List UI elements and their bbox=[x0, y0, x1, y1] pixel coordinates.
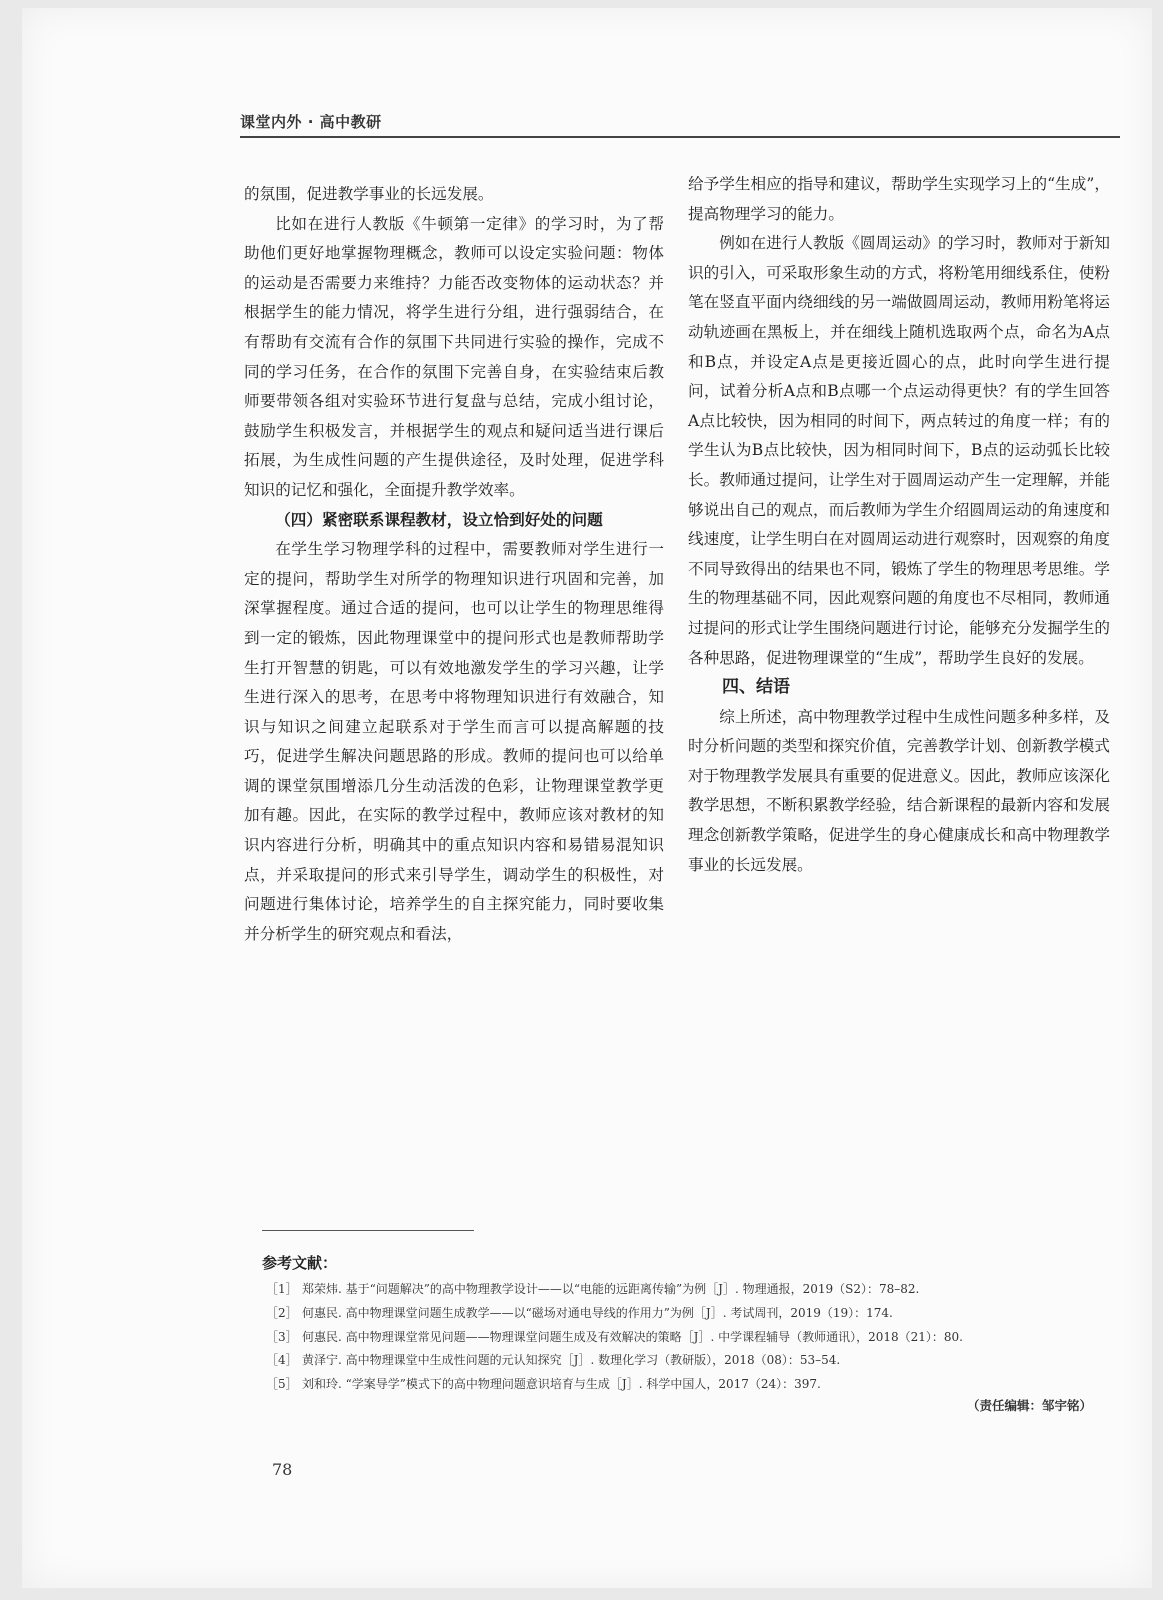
reference-item bbox=[266, 1302, 1126, 1326]
section-heading: 四、结语 bbox=[722, 677, 790, 698]
reference-number: ［2］ bbox=[266, 1305, 298, 1320]
paragraph: 给予学生相应的指导和建议，帮助学生实现学习上的“生成”，提高物理学习的能力。 bbox=[688, 175, 1110, 223]
journal-title: 课堂内外 · 高中教研 bbox=[240, 113, 382, 131]
reference-number: ［3］ bbox=[266, 1329, 298, 1344]
left-column bbox=[244, 180, 664, 949]
paragraph: 比如在进行人教版《牛顿第一定律》的学习时，为了帮助他们更好地掌握物理概念，教师可以设定实验问题：物体的运动是否需要力来维持？力能否改变物体的运动状态？并根据学生的能力情况，将学生进行分组，进行强弱结合，在有帮助有交流有合作的氛围下共同进行实验的操作，完成不同的学习任务，在合作的氛围下完善自身，在实验结束后教师要带领各组对实验环节进行复盘与总结，完成小组讨论，鼓励学生积极发言，并根据学生的观点和疑问适当进行课后拓展，为生成性问题的产生提供途径，及时处理，促进学科知识的记忆和强化，全面提升教学效率。 bbox=[244, 214, 664, 499]
paragraph: 综上所述，高中物理教学过程中生成性问题多种多样，及时分析问题的类型和探究价值，完善教学计划、创新教学模式对于物理教学发展具有重要的促进意义。因此，教师应该深化教学思想，不断积累教学经验，结合新课程的最新内容和发展理念创新教学策略，促进学生的身心健康成长和高中物理教学事业的长远发展。 bbox=[688, 707, 1110, 874]
reference-text: 刘和玲. “学案导学”模式下的高中物理问题意识培育与生成［J］. 科学中国人，2017（24）：397. bbox=[302, 1377, 821, 1392]
page-number: 78 bbox=[272, 1460, 293, 1479]
reference-text: 黄泽宁. 高中物理课堂中生成性问题的元认知探究［J］. 数理化学习（教研版），2018（08）：53–54. bbox=[302, 1353, 841, 1368]
responsible-editor: （责任编辑：邹宇铭） bbox=[966, 1398, 1092, 1413]
references-list bbox=[266, 1278, 1126, 1397]
reference-item bbox=[266, 1278, 1126, 1302]
references-divider bbox=[262, 1230, 474, 1231]
paragraph: 例如在进行人教版《圆周运动》的学习时，教师对于新知识的引入，可采取形象生动的方式，将粉笔用细线系住，使粉笔在竖直平面内绕细线的另一端做圆周运动，教师用粉笔将运动轨迹画在黑板上，并在细线上随机选取两个点，命名为A点和B点，并设定A点是更接近圆心的点，此时向学生进行提问，试着分析A点和B点哪一个点运动得更快？有的学生回答A点比较快，因为相同的时间下，两点转过的角度一样；有的学生认为B点比较快，因为相同时间下，B点的运动弧长比较长。教师通过提问，让学生对于圆周运动产生一定理解，并能够说出自己的观点，而后教师为学生介绍圆周运动的角速度和线速度，让学生明白在对圆周运动进行观察时，因观察的角度不同导致得出的结果也不同，锻炼了学生的物理思考思维。学生的物理基础不同，因此观察问题的角度也不尽相同，教师通过提问的形式让学生围绕问题进行讨论，能够充分发掘学生的各种思路，促进物理课堂的“生成”，帮助学生良好的发展。 bbox=[688, 234, 1110, 667]
running-header bbox=[240, 111, 1120, 138]
paragraph: 在学生学习物理学科的过程中，需要教师对学生进行一定的提问，帮助学生对所学的物理知识进行巩固和完善，加深掌握程度。通过合适的提问，也可以让学生的物理思维得到一定的锻炼，因此物理课堂中的提问形式也是教师帮助学生打开智慧的钥匙，可以有效地激发学生的学习兴趣，让学生进行深入的思考，在思考中将物理知识进行有效融合，知识与知识之间建立起联系对于学生而言可以提高解题的技巧，促进学生解决问题思路的形成。教师的提问也可以给单调的课堂氛围增添几分生动活泼的色彩，让物理课堂教学更加有趣。因此，在实际的教学过程中，教师应该对教材的知识内容进行分析，明确其中的重点知识内容和易错易混知识点，并采取提问的形式来引导学生，调动学生的积极性，对问题进行集体讨论，培养学生的自主探究能力，同时要收集并分析学生的研究观点和看法， bbox=[244, 540, 664, 943]
reference-number: ［5］ bbox=[266, 1377, 298, 1392]
document-page bbox=[22, 8, 1152, 1588]
reference-item bbox=[266, 1349, 1126, 1373]
reference-number: ［1］ bbox=[266, 1282, 298, 1296]
reference-text: 何惠民. 高中物理课堂问题生成教学——以“磁场对通电导线的作用力”为例［J］. 考试周刊，2019（19）：174. bbox=[302, 1305, 893, 1320]
reference-item bbox=[266, 1373, 1126, 1397]
reference-number: ［4］ bbox=[266, 1353, 298, 1368]
reference-item bbox=[266, 1326, 1126, 1350]
subsection-heading: （四）紧密联系课程教材，设立恰到好处的问题 bbox=[275, 510, 603, 529]
right-column bbox=[688, 170, 1110, 880]
references-title: 参考文献： bbox=[262, 1254, 338, 1272]
reference-text: 郑荣炜. 基于“问题解决”的高中物理教学设计——以“电能的远距离传输”为例［J］. 物理通报，2019（S2）：78–82. bbox=[302, 1282, 920, 1296]
paragraph: 的氛围，促进教学事业的长远发展。 bbox=[244, 185, 494, 203]
reference-text: 何惠民. 高中物理课堂常见问题——物理课堂问题生成及有效解决的策略［J］. 中学课程辅导（教师通讯），2018（21）：80. bbox=[302, 1329, 963, 1344]
